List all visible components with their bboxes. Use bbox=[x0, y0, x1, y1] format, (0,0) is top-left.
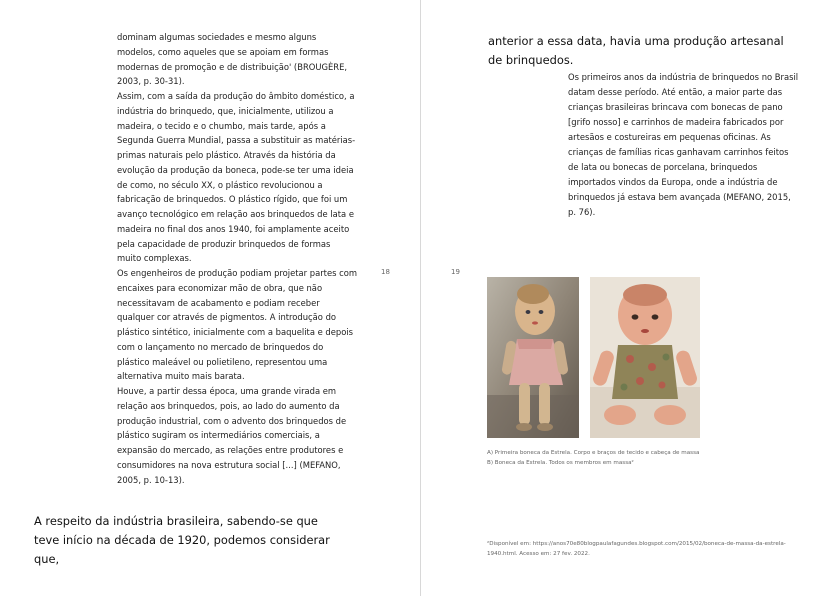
right-page bbox=[421, 0, 840, 596]
quote-paragraph: Os engenheiros de produção podiam projetar partes com encaixes para economizar mão de obra, que não necessitavam de acabamento e podiam receber qualquer cor através de pigmentos. A introdução do plástico sintético, inicialmente com a baquelita e depois com o lançamento no mercado de brinquedos do plástico maleável ou polietileno, representou uma alternativa muito mais barata. bbox=[117, 268, 358, 382]
quote-paragraph: dominam algumas sociedades e mesmo alguns modelos, como aqueles que se apoiam em formas modernas de promoção e de distribuição' (BROUGÈRE, 2003, p. 30-31). bbox=[117, 32, 348, 87]
right-block-quote: Os primeiros anos da indústria de brinquedos no Brasil datam desse período. Até então, a maior parte das crianças brasileiras brincava com bonecas de pano [grifo nosso] e carrinhos de madeira fabricados por artesãos e costureiras em pequenas oficinas. As crianças de famílias ricas ganhavam carrinhos feitos de lata ou bonecas de porcelana, brinquedos importados vindos da Europa, onde a indústria de brinquedos já estava bem avançada (MEFANO, 2015, p. 76). bbox=[568, 72, 799, 217]
doll-photo-b bbox=[590, 277, 700, 438]
caption-line: B) Boneca da Estrela. Todos os membros em massa² bbox=[487, 459, 634, 466]
doll-a-illustration bbox=[487, 277, 579, 438]
page-number-right: 19 bbox=[451, 268, 460, 276]
right-body-text: anterior a essa data, havia uma produção artesanal de brinquedos. bbox=[488, 34, 784, 67]
doll-photo-a bbox=[487, 277, 579, 438]
doll-b-illustration bbox=[590, 277, 700, 438]
quote-paragraph: Houve, a partir dessa época, uma grande virada em relação aos brinquedos, pois, ao lado do aumento da produção industrial, com o advento dos brinquedos de plástico sugiram os intermediários comerciais, a expansão do mercado, as relações entre produtores e consumidores na nova estrutura social [...] (MEFANO, 2005, p. 10-13). bbox=[117, 386, 347, 485]
quote-paragraph: Assim, com a saída da produção do âmbito doméstico, a indústria do brinquedo, que, inicialmente, utilizou a madeira, o tecido e o chumbo, mais tarde, após a Segunda Guerra Mundial, passa a substituir as matérias-primas naturais pelo plástico. Através da história da evolução da produção da boneca, pode-se ter uma ideia de como, no século XX, o plástico revolucionou a fabricação de brinquedos. O plástico rígido, que foi um avanço tecnológico em relação aos brinquedos de lata e madeira no final dos anos 1940, foi amplamente aceito pela capacidade de produzir brinquedos de formas muito complexas. bbox=[117, 91, 356, 264]
page-number-left: 18 bbox=[381, 268, 390, 276]
footnote: ²Disponível em: https://anos70e80blogpaulafagundes.blogspot.com/2015/02/boneca-de-massa-da-estrela-1940.html. Acesso em: 27 fev. 2022. bbox=[487, 541, 786, 557]
figure-caption bbox=[487, 449, 767, 468]
caption-line: A) Primeira boneca da Estrela. Corpo e braços de tecido e cabeça de massa bbox=[487, 450, 700, 456]
left-body-text: A respeito da indústria brasileira, sabendo-se que teve início na década de 1920, podemos considerar que, bbox=[34, 514, 330, 566]
left-block-quote bbox=[117, 30, 357, 487]
